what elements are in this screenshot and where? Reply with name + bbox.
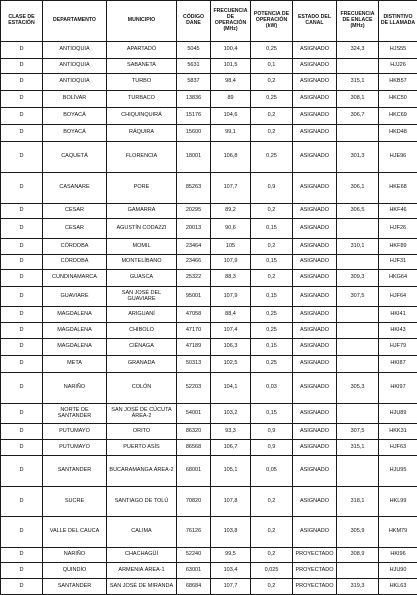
cell-estado-canal: ASIGNADO bbox=[293, 142, 337, 173]
cell-frecuencia-enlace bbox=[337, 356, 379, 373]
cell-potencia: 0,25 bbox=[251, 142, 293, 173]
header-row bbox=[1, 1, 417, 42]
table-row bbox=[1, 239, 417, 255]
cell-frecuencia-operacion: 88,4 bbox=[211, 307, 251, 323]
cell-municipio: FLORENCIA bbox=[107, 142, 177, 173]
table-row bbox=[1, 440, 417, 456]
table-row bbox=[1, 579, 417, 595]
cell-departamento: CÓRDOBA bbox=[43, 239, 107, 255]
cell-codigo-dane: 68001 bbox=[177, 456, 211, 487]
cell-municipio: SAN JOSÉ DE CÚCUTA ÁREA-2 bbox=[107, 404, 177, 424]
cell-municipio: MOMIL bbox=[107, 239, 177, 255]
cell-frecuencia-operacion: 103,8 bbox=[211, 517, 251, 548]
cell-frecuencia-enlace: 307,5 bbox=[337, 424, 379, 440]
cell-clase: D bbox=[1, 307, 43, 323]
cell-departamento: CÓRDOBA bbox=[43, 255, 107, 270]
cell-potencia: 0,9 bbox=[251, 424, 293, 440]
cell-departamento: NARIÑO bbox=[43, 373, 107, 404]
cell-municipio: SANTIAGO DE TOLÚ bbox=[107, 487, 177, 517]
table-row bbox=[1, 517, 417, 548]
cell-distintivo: HKG64 bbox=[379, 270, 417, 287]
cell-codigo-dane: 15600 bbox=[177, 125, 211, 142]
cell-estado-canal: ASIGNADO bbox=[293, 204, 337, 219]
cell-distintivo: HJU95 bbox=[379, 456, 417, 487]
cell-frecuencia-operacion: 103,2 bbox=[211, 404, 251, 424]
table-row bbox=[1, 59, 417, 74]
header-frecuencia-operacion: FRECUENCIA DE OPERACIÓN (MHz) bbox=[211, 1, 251, 42]
cell-potencia: 0,25 bbox=[251, 356, 293, 373]
cell-codigo-dane: 25322 bbox=[177, 270, 211, 287]
cell-municipio: ARMENIA ÁREA-1 bbox=[107, 563, 177, 579]
cell-estado-canal: ASIGNADO bbox=[293, 74, 337, 91]
cell-departamento: CESAR bbox=[43, 219, 107, 239]
cell-municipio: BUCARAMANGA ÁREA-2 bbox=[107, 456, 177, 487]
cell-potencia: 0,25 bbox=[251, 307, 293, 323]
cell-departamento: MAGDALENA bbox=[43, 339, 107, 356]
cell-frecuencia-enlace: 315,1 bbox=[337, 440, 379, 456]
table-row bbox=[1, 373, 417, 404]
table-body bbox=[1, 42, 417, 595]
cell-estado-canal: ASIGNADO bbox=[293, 287, 337, 307]
cell-estado-canal: PROYECTADO bbox=[293, 579, 337, 595]
cell-frecuencia-enlace: 319,3 bbox=[337, 579, 379, 595]
cell-municipio: TURBACO bbox=[107, 91, 177, 108]
cell-frecuencia-operacion: 90,6 bbox=[211, 219, 251, 239]
cell-departamento: META bbox=[43, 356, 107, 373]
cell-municipio: GUASCA bbox=[107, 270, 177, 287]
cell-distintivo: HKI87 bbox=[379, 356, 417, 373]
cell-frecuencia-operacion: 106,8 bbox=[211, 142, 251, 173]
cell-clase: D bbox=[1, 142, 43, 173]
cell-frecuencia-enlace: 308,1 bbox=[337, 91, 379, 108]
cell-departamento: SANTANDER bbox=[43, 456, 107, 487]
cell-clase: D bbox=[1, 42, 43, 59]
cell-estado-canal: ASIGNADO bbox=[293, 356, 337, 373]
cell-distintivo: HJS55 bbox=[379, 42, 417, 59]
cell-codigo-dane: 18001 bbox=[177, 142, 211, 173]
cell-potencia: 0,25 bbox=[251, 91, 293, 108]
cell-clase: D bbox=[1, 74, 43, 91]
cell-frecuencia-operacion: 103,4 bbox=[211, 563, 251, 579]
cell-frecuencia-enlace: 306,1 bbox=[337, 173, 379, 204]
cell-estado-canal: ASIGNADO bbox=[293, 270, 337, 287]
cell-distintivo: HKI41 bbox=[379, 307, 417, 323]
cell-municipio: PORE bbox=[107, 173, 177, 204]
header-municipio: MUNICIPIO bbox=[107, 1, 177, 42]
cell-frecuencia-operacion: 88,3 bbox=[211, 270, 251, 287]
cell-potencia: 0,2 bbox=[251, 270, 293, 287]
table-row bbox=[1, 91, 417, 108]
cell-distintivo: HKL99 bbox=[379, 487, 417, 517]
cell-frecuencia-enlace: 305,9 bbox=[337, 517, 379, 548]
cell-frecuencia-enlace: 324,3 bbox=[337, 42, 379, 59]
cell-departamento: CASANARE bbox=[43, 173, 107, 204]
cell-frecuencia-enlace: 306,7 bbox=[337, 108, 379, 125]
table-row bbox=[1, 287, 417, 307]
cell-frecuencia-operacion: 104,1 bbox=[211, 373, 251, 404]
table-row bbox=[1, 125, 417, 142]
cell-clase: D bbox=[1, 424, 43, 440]
table-row bbox=[1, 548, 417, 563]
cell-municipio: GAMARRA bbox=[107, 204, 177, 219]
header-clase-estacion: CLASE DE ESTACIÓN bbox=[1, 1, 43, 42]
cell-frecuencia-operacion: 98,4 bbox=[211, 74, 251, 91]
cell-departamento: ANTIOQUIA bbox=[43, 59, 107, 74]
cell-potencia: 0,25 bbox=[251, 323, 293, 339]
cell-distintivo: HKF46 bbox=[379, 204, 417, 219]
cell-frecuencia-operacion: 107,7 bbox=[211, 579, 251, 595]
cell-frecuencia-operacion: 89 bbox=[211, 91, 251, 108]
cell-estado-canal: ASIGNADO bbox=[293, 125, 337, 142]
cell-frecuencia-operacion: 105,1 bbox=[211, 456, 251, 487]
cell-clase: D bbox=[1, 440, 43, 456]
cell-frecuencia-enlace: 318,1 bbox=[337, 487, 379, 517]
table-row bbox=[1, 108, 417, 125]
cell-distintivo: HJE96 bbox=[379, 142, 417, 173]
cell-frecuencia-enlace bbox=[337, 125, 379, 142]
cell-potencia: 0,15 bbox=[251, 339, 293, 356]
cell-codigo-dane: 47170 bbox=[177, 323, 211, 339]
table-row bbox=[1, 424, 417, 440]
cell-departamento: PUTUMAYO bbox=[43, 440, 107, 456]
cell-frecuencia-enlace bbox=[337, 255, 379, 270]
cell-departamento: MAGDALENA bbox=[43, 323, 107, 339]
cell-frecuencia-enlace bbox=[337, 339, 379, 356]
cell-distintivo: HJU90 bbox=[379, 563, 417, 579]
cell-potencia: 0,2 bbox=[251, 74, 293, 91]
cell-clase: D bbox=[1, 204, 43, 219]
table-row bbox=[1, 307, 417, 323]
cell-estado-canal: ASIGNADO bbox=[293, 173, 337, 204]
cell-estado-canal: ASIGNADO bbox=[293, 517, 337, 548]
cell-frecuencia-operacion: 107,7 bbox=[211, 173, 251, 204]
cell-frecuencia-enlace: 301,3 bbox=[337, 142, 379, 173]
cell-frecuencia-operacion: 104,6 bbox=[211, 108, 251, 125]
cell-potencia: 0,9 bbox=[251, 173, 293, 204]
cell-estado-canal: ASIGNADO bbox=[293, 440, 337, 456]
cell-codigo-dane: 86320 bbox=[177, 424, 211, 440]
cell-departamento: SUCRE bbox=[43, 487, 107, 517]
cell-codigo-dane: 5045 bbox=[177, 42, 211, 59]
cell-potencia: 0,2 bbox=[251, 108, 293, 125]
cell-codigo-dane: 86568 bbox=[177, 440, 211, 456]
header-distintivo-llamada: DISTINTIVO DE LLAMADA bbox=[379, 1, 417, 42]
cell-estado-canal: ASIGNADO bbox=[293, 59, 337, 74]
cell-codigo-dane: 68684 bbox=[177, 579, 211, 595]
cell-frecuencia-operacion: 99,1 bbox=[211, 125, 251, 142]
cell-codigo-dane: 63001 bbox=[177, 563, 211, 579]
header-potencia-operacion: POTENCIA DE OPERACIÓN (kW) bbox=[251, 1, 293, 42]
cell-distintivo: HKI97 bbox=[379, 373, 417, 404]
cell-frecuencia-operacion: 99,5 bbox=[211, 548, 251, 563]
table-row bbox=[1, 204, 417, 219]
header-frecuencia-enlace: FRECUENCIA DE ENLACE (MHz) bbox=[337, 1, 379, 42]
cell-potencia: 0,15 bbox=[251, 404, 293, 424]
cell-clase: D bbox=[1, 548, 43, 563]
cell-municipio: COLÓN bbox=[107, 373, 177, 404]
header-departamento: DEPARTAMENTO bbox=[43, 1, 107, 42]
cell-frecuencia-operacion: 100,4 bbox=[211, 42, 251, 59]
cell-frecuencia-enlace: 308,9 bbox=[337, 548, 379, 563]
cell-municipio: CHIBOLO bbox=[107, 323, 177, 339]
cell-municipio: RÁQUIRA bbox=[107, 125, 177, 142]
cell-estado-canal: ASIGNADO bbox=[293, 219, 337, 239]
cell-municipio: AGUSTÍN CODAZZI bbox=[107, 219, 177, 239]
cell-distintivo: HKC69 bbox=[379, 108, 417, 125]
cell-frecuencia-operacion: 107,8 bbox=[211, 487, 251, 517]
cell-departamento: ANTIOQUIA bbox=[43, 74, 107, 91]
cell-potencia: 0,03 bbox=[251, 373, 293, 404]
table-row bbox=[1, 356, 417, 373]
cell-codigo-dane: 95001 bbox=[177, 287, 211, 307]
cell-frecuencia-enlace bbox=[337, 219, 379, 239]
cell-departamento: ANTIOQUIA bbox=[43, 42, 107, 59]
table-row bbox=[1, 487, 417, 517]
cell-clase: D bbox=[1, 373, 43, 404]
cell-potencia: 0,15 bbox=[251, 255, 293, 270]
cell-potencia: 0,2 bbox=[251, 487, 293, 517]
table-row bbox=[1, 270, 417, 287]
cell-estado-canal: ASIGNADO bbox=[293, 404, 337, 424]
cell-frecuencia-operacion: 106,7 bbox=[211, 440, 251, 456]
cell-frecuencia-enlace: 307,5 bbox=[337, 287, 379, 307]
cell-codigo-dane: 13836 bbox=[177, 91, 211, 108]
cell-clase: D bbox=[1, 323, 43, 339]
cell-frecuencia-operacion: 102,5 bbox=[211, 356, 251, 373]
table-row bbox=[1, 323, 417, 339]
cell-estado-canal: ASIGNADO bbox=[293, 323, 337, 339]
cell-codigo-dane: 5837 bbox=[177, 74, 211, 91]
header-codigo-dane: CÓDIGO DANE bbox=[177, 1, 211, 42]
cell-distintivo: HKC50 bbox=[379, 91, 417, 108]
cell-clase: D bbox=[1, 356, 43, 373]
cell-clase: D bbox=[1, 563, 43, 579]
cell-distintivo: HKD48 bbox=[379, 125, 417, 142]
cell-estado-canal: ASIGNADO bbox=[293, 307, 337, 323]
table-row bbox=[1, 74, 417, 91]
cell-potencia: 0,05 bbox=[251, 456, 293, 487]
cell-clase: D bbox=[1, 255, 43, 270]
table-row bbox=[1, 255, 417, 270]
cell-codigo-dane: 20013 bbox=[177, 219, 211, 239]
cell-frecuencia-operacion: 93,3 bbox=[211, 424, 251, 440]
cell-frecuencia-operacion: 107,4 bbox=[211, 323, 251, 339]
cell-distintivo: HKB57 bbox=[379, 74, 417, 91]
cell-potencia: 0,25 bbox=[251, 42, 293, 59]
cell-estado-canal: ASIGNADO bbox=[293, 108, 337, 125]
cell-clase: D bbox=[1, 239, 43, 255]
cell-distintivo: HJU89 bbox=[379, 404, 417, 424]
cell-frecuencia-operacion: 106,3 bbox=[211, 339, 251, 356]
cell-departamento: NARIÑO bbox=[43, 548, 107, 563]
cell-estado-canal: ASIGNADO bbox=[293, 239, 337, 255]
cell-clase: D bbox=[1, 579, 43, 595]
cell-codigo-dane: 47189 bbox=[177, 339, 211, 356]
cell-departamento: QUINDÍO bbox=[43, 563, 107, 579]
cell-potencia: 0,2 bbox=[251, 579, 293, 595]
cell-codigo-dane: 76126 bbox=[177, 517, 211, 548]
cell-municipio: ORITO bbox=[107, 424, 177, 440]
cell-distintivo: HKF89 bbox=[379, 239, 417, 255]
cell-distintivo: HKI43 bbox=[379, 323, 417, 339]
cell-codigo-dane: 70820 bbox=[177, 487, 211, 517]
table-row bbox=[1, 173, 417, 204]
cell-frecuencia-operacion: 101,5 bbox=[211, 59, 251, 74]
cell-frecuencia-operacion: 107,9 bbox=[211, 287, 251, 307]
cell-departamento: SANTANDER bbox=[43, 579, 107, 595]
cell-clase: D bbox=[1, 91, 43, 108]
cell-potencia: 0,15 bbox=[251, 219, 293, 239]
cell-frecuencia-enlace bbox=[337, 323, 379, 339]
cell-estado-canal: ASIGNADO bbox=[293, 42, 337, 59]
cell-distintivo: HKI96 bbox=[379, 548, 417, 563]
cell-municipio: PUERTO ASÍS bbox=[107, 440, 177, 456]
cell-codigo-dane: 52240 bbox=[177, 548, 211, 563]
cell-clase: D bbox=[1, 125, 43, 142]
cell-departamento: GUAVIARE bbox=[43, 287, 107, 307]
cell-distintivo: HJF64 bbox=[379, 287, 417, 307]
cell-potencia: 0,2 bbox=[251, 548, 293, 563]
cell-potencia: 0,9 bbox=[251, 440, 293, 456]
cell-frecuencia-enlace bbox=[337, 563, 379, 579]
table-row bbox=[1, 404, 417, 424]
cell-frecuencia-enlace: 310,1 bbox=[337, 239, 379, 255]
cell-municipio: SAN JOSÉ DE MIRANDA bbox=[107, 579, 177, 595]
cell-potencia: 0,025 bbox=[251, 563, 293, 579]
cell-frecuencia-operacion: 89,2 bbox=[211, 204, 251, 219]
cell-clase: D bbox=[1, 173, 43, 204]
cell-codigo-dane: 5631 bbox=[177, 59, 211, 74]
cell-frecuencia-enlace bbox=[337, 307, 379, 323]
cell-potencia: 0,2 bbox=[251, 517, 293, 548]
cell-codigo-dane: 85263 bbox=[177, 173, 211, 204]
cell-distintivo: HJF79 bbox=[379, 339, 417, 356]
cell-potencia: 0,2 bbox=[251, 125, 293, 142]
cell-distintivo: HKK31 bbox=[379, 424, 417, 440]
cell-estado-canal: ASIGNADO bbox=[293, 91, 337, 108]
cell-departamento: NORTE DE SANTANDER bbox=[43, 404, 107, 424]
cell-potencia: 0,2 bbox=[251, 204, 293, 219]
cell-estado-canal: PROYECTADO bbox=[293, 548, 337, 563]
cell-departamento: BOLÍVAR bbox=[43, 91, 107, 108]
cell-departamento: CESAR bbox=[43, 204, 107, 219]
cell-departamento: PUTUMAYO bbox=[43, 424, 107, 440]
cell-frecuencia-enlace: 306,5 bbox=[337, 204, 379, 219]
cell-potencia: 0,1 bbox=[251, 59, 293, 74]
cell-estado-canal: ASIGNADO bbox=[293, 339, 337, 356]
cell-codigo-dane: 54001 bbox=[177, 404, 211, 424]
cell-potencia: 0,15 bbox=[251, 287, 293, 307]
cell-municipio: SAN JOSÉ DEL GUAVIARE bbox=[107, 287, 177, 307]
table-row bbox=[1, 456, 417, 487]
cell-departamento: BOYACÁ bbox=[43, 108, 107, 125]
cell-clase: D bbox=[1, 456, 43, 487]
cell-clase: D bbox=[1, 517, 43, 548]
cell-municipio: SABANETA bbox=[107, 59, 177, 74]
cell-estado-canal: PROYECTADO bbox=[293, 563, 337, 579]
cell-distintivo: HJF31 bbox=[379, 255, 417, 270]
cell-codigo-dane: 52203 bbox=[177, 373, 211, 404]
header-estado-canal: ESTADO DEL CANAL bbox=[293, 1, 337, 42]
cell-estado-canal: ASIGNADO bbox=[293, 424, 337, 440]
cell-clase: D bbox=[1, 404, 43, 424]
cell-municipio: CHIQUINQUIRÁ bbox=[107, 108, 177, 125]
cell-departamento: CUNDINAMARCA bbox=[43, 270, 107, 287]
cell-estado-canal: ASIGNADO bbox=[293, 373, 337, 404]
cell-clase: D bbox=[1, 287, 43, 307]
table-row bbox=[1, 42, 417, 59]
table-row bbox=[1, 219, 417, 239]
cell-clase: D bbox=[1, 487, 43, 517]
cell-frecuencia-enlace bbox=[337, 404, 379, 424]
cell-clase: D bbox=[1, 59, 43, 74]
cell-clase: D bbox=[1, 270, 43, 287]
cell-estado-canal: ASIGNADO bbox=[293, 487, 337, 517]
cell-frecuencia-enlace: 309,3 bbox=[337, 270, 379, 287]
cell-frecuencia-operacion: 107,9 bbox=[211, 255, 251, 270]
cell-clase: D bbox=[1, 108, 43, 125]
cell-frecuencia-enlace bbox=[337, 59, 379, 74]
cell-municipio: CALIMA bbox=[107, 517, 177, 548]
cell-frecuencia-enlace: 305,3 bbox=[337, 373, 379, 404]
cell-municipio: GRANADA bbox=[107, 356, 177, 373]
table-row bbox=[1, 339, 417, 356]
cell-distintivo: HKL63 bbox=[379, 579, 417, 595]
cell-municipio: ARIGUANÍ bbox=[107, 307, 177, 323]
cell-municipio: TURBO bbox=[107, 74, 177, 91]
cell-estado-canal: ASIGNADO bbox=[293, 456, 337, 487]
cell-clase: D bbox=[1, 339, 43, 356]
table-row bbox=[1, 563, 417, 579]
cell-codigo-dane: 50313 bbox=[177, 356, 211, 373]
cell-distintivo: HJF63 bbox=[379, 440, 417, 456]
cell-departamento: VALLE DEL CAUCA bbox=[43, 517, 107, 548]
cell-distintivo: HKM79 bbox=[379, 517, 417, 548]
cell-municipio: CIÉNAGA bbox=[107, 339, 177, 356]
cell-municipio: MONTELÍBANO bbox=[107, 255, 177, 270]
cell-clase: D bbox=[1, 219, 43, 239]
cell-codigo-dane: 20295 bbox=[177, 204, 211, 219]
cell-departamento: CAQUETÁ bbox=[43, 142, 107, 173]
cell-codigo-dane: 15176 bbox=[177, 108, 211, 125]
cell-distintivo: HJJ26 bbox=[379, 59, 417, 74]
cell-frecuencia-operacion: 105 bbox=[211, 239, 251, 255]
cell-distintivo: HJF26 bbox=[379, 219, 417, 239]
cell-frecuencia-enlace: 315,1 bbox=[337, 74, 379, 91]
table-row bbox=[1, 142, 417, 173]
cell-distintivo: HKE68 bbox=[379, 173, 417, 204]
cell-codigo-dane: 47058 bbox=[177, 307, 211, 323]
cell-potencia: 0,2 bbox=[251, 239, 293, 255]
cell-municipio: CHACHAGÜÍ bbox=[107, 548, 177, 563]
cell-municipio: APARTADÓ bbox=[107, 42, 177, 59]
cell-departamento: MAGDALENA bbox=[43, 307, 107, 323]
cell-codigo-dane: 23464 bbox=[177, 239, 211, 255]
cell-frecuencia-enlace bbox=[337, 456, 379, 487]
cell-codigo-dane: 23466 bbox=[177, 255, 211, 270]
cell-estado-canal: ASIGNADO bbox=[293, 255, 337, 270]
cell-departamento: BOYACÁ bbox=[43, 125, 107, 142]
